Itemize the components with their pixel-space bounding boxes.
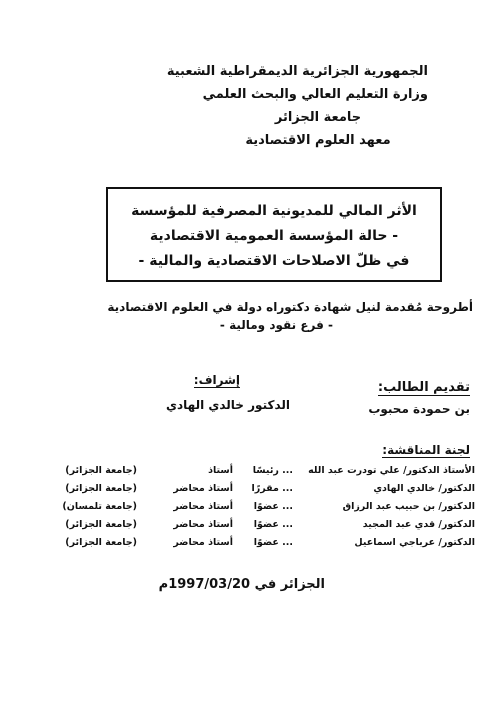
committee-list xyxy=(45,465,475,555)
thesis-title-box xyxy=(106,187,442,282)
supervisor-label: إشراف: xyxy=(193,373,240,387)
committee-member xyxy=(45,537,475,555)
thesis-degree-line: أطروحة مُقدمة لنيل شهادة دكتوراه دولة في العلوم الاقتصادية xyxy=(107,300,473,314)
committee-member xyxy=(45,465,475,483)
ministry-name: وزارة التعليم العالي والبحث العلمي xyxy=(202,87,428,102)
member-university: (جامعة الجزائر) xyxy=(65,483,137,494)
member-university: (جامعة الجزائر) xyxy=(65,537,137,548)
title-line-1: الأثر المالي للمديونية المصرفية للمؤسسة xyxy=(131,203,417,219)
student-name: بن حمودة محبوب xyxy=(368,402,470,416)
supervisor-name: الدكتور خالدي الهادي xyxy=(165,398,290,412)
member-name: الدكتور/ خالدي الهادي xyxy=(373,483,475,494)
institute-name: معهد العلوم الاقتصادية xyxy=(245,133,391,148)
committee-label: لجنة المناقشة: xyxy=(382,443,470,457)
member-rank: أستاذ محاضر xyxy=(173,537,233,548)
institution-header xyxy=(166,60,428,152)
title-line-2: - حالة المؤسسة العمومية الاقتصادية xyxy=(149,228,399,244)
member-name: الدكتور/ بن حبيب عبد الرزاق xyxy=(342,501,475,512)
student-label: تقديم الطالب: xyxy=(377,380,470,395)
member-name: الدكتور/ عرباجي اسماعيل xyxy=(354,537,475,548)
member-name: الأستاذ الدكتور/ علي تودرت عبد الله xyxy=(308,465,475,476)
place-date: الجزائر في 1997/03/20م xyxy=(158,577,325,592)
title-line-3: في ظلّ الاصلاحات الاقتصادية والمالية - xyxy=(138,253,410,269)
member-university: (جامعة تلمسان) xyxy=(62,501,137,512)
member-rank: أستاذ xyxy=(208,465,233,476)
committee-member xyxy=(45,501,475,519)
member-role: ... رئيسًا xyxy=(252,465,293,476)
member-university: (جامعة الجزائر) xyxy=(65,519,137,530)
committee-member xyxy=(45,483,475,501)
member-role: ... عضوًا xyxy=(253,501,293,512)
university-name: جامعة الجزائر xyxy=(274,110,362,125)
member-name: الدكتور/ قدي عبد المجيد xyxy=(362,519,475,530)
committee-member xyxy=(45,519,475,537)
member-role: ... عضوًا xyxy=(253,519,293,530)
member-rank: أستاذ محاضر xyxy=(173,519,233,530)
member-university: (جامعة الجزائر) xyxy=(65,465,137,476)
thesis-branch-line: - فرع نقود ومالية - xyxy=(219,318,333,332)
member-role: ... عضوًا xyxy=(253,537,293,548)
member-rank: أستاذ محاضر xyxy=(173,501,233,512)
thesis-description xyxy=(53,300,473,332)
republic-name: الجمهورية الجزائرية الديمقراطية الشعبية xyxy=(166,64,428,79)
member-role: ... مقررًا xyxy=(251,483,293,494)
member-rank: أستاذ محاضر xyxy=(173,483,233,494)
